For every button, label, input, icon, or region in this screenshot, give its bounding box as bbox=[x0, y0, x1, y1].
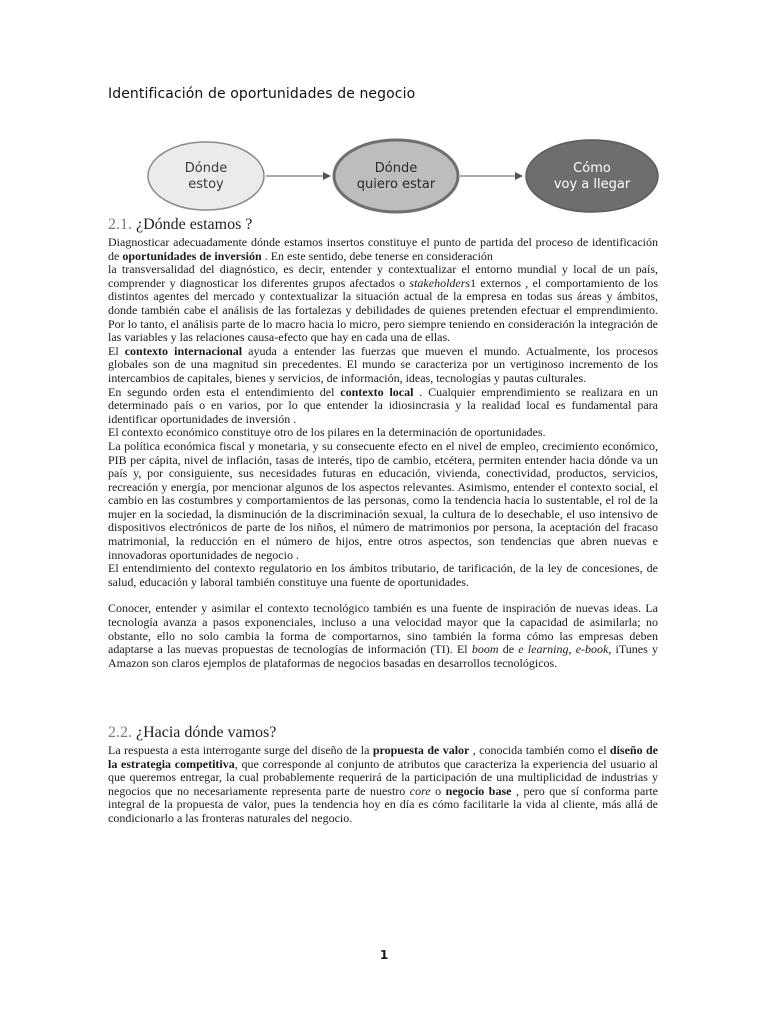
diagram-node-target bbox=[334, 140, 458, 212]
diagram-node-target-line1: Dónde bbox=[374, 161, 418, 176]
italic-term: boom bbox=[471, 642, 499, 657]
bold-term: contexto local bbox=[340, 384, 414, 399]
paragraph: Conocer, entender y asimilar el contexto tecnológico también es una fuente de inspiración de nuevas ideas. La tecnología avanza a pasos exponenciales, incluso a una velocidad mayor que la capacidad de asimilarla; no obstante, ello no solo cambia la forma de comportarnos, sino también la forma cómo las empresas deben adaptarse a las nuevas propuestas de tecnologías de información (TI). El boom de e learning, e-book, iTunes y Amazon son claros ejemplos de plataformas de negocios basadas en desarrollos tecnológicos. bbox=[108, 601, 658, 670]
bold-term: diseño de la estrategia competitiva bbox=[108, 743, 658, 771]
section-title: ¿Hacia dónde vamos? bbox=[136, 724, 277, 741]
diagram-node-path bbox=[526, 140, 658, 212]
italic-term: stakeholders bbox=[409, 275, 471, 290]
bold-term: contexto internacional bbox=[124, 343, 243, 358]
paragraph: Diagnosticar adecuadamente dónde estamos insertos constituye el punto de partida del proceso de identificación de oportunidades de inversión . En este sentido, debe tenerse en consideración bbox=[108, 235, 658, 263]
diagram-node-target-line2: quiero estar bbox=[356, 177, 436, 192]
italic-term: e learning bbox=[518, 642, 569, 657]
diagram-node-path-line1: Cómo bbox=[573, 161, 611, 176]
page-number: 1 bbox=[379, 948, 389, 962]
paragraph: La respuesta a esta interrogante surge del diseño de la propuesta de valor , conocida también como el diseño de la estrategia competitiva, que corresponde al conjunto de atributos que caracteriza la experiencia del usuario al que queremos entregar, la cual probablemente requerirá de la participación de una multiplicidad de industrias y negocios que no necesariamente representa parte de nuestro core o negocio base , pero que sí conforma parte integral de la propuesta de valor, pues la tendencia hoy en día es cómo facilitarle la vida al cliente, más allá de condicionarlo a las fronteras naturales del negocio. bbox=[108, 743, 659, 825]
bold-term: propuesta de valor bbox=[372, 743, 470, 757]
paragraph: El entendimiento del contexto regulatorio en los ámbitos tributario, de tarificación, de la ley de concesiones, de salud, educación y laboral también constituye una fuente de oportunidades. bbox=[108, 561, 658, 589]
section-title: ¿Dónde estamos ? bbox=[136, 216, 253, 233]
italic-term: e-book bbox=[575, 642, 609, 657]
paragraph: La política económica fiscal y monetaria, y su consecuente efecto en el nivel de empleo, crecimiento económico, PIB per cápita, nivel de inflación, tasas de interés, tipo de cambio, etcétera, permiten entender hacia dónde va un país y, por consiguiente, sus necesidades futuras en educación, vivienda, conectividad, productos, servicios, recreación y energía, por mencionar algunos de los aspectos relevantes. Asimismo, entender el contexto social, el cambio en las costumbres y comportamientos de las personas, como la tendencia hacia lo sustentable, el rol de la mujer en la sociedad, la disminución de la discriminación sexual, la cultura de lo desechable, el uso intensivo de dispositivos electrónicos de parte de los niños, el número de matrimonios por persona, la aceptación del fracaso matrimonial, la reducción en el número de hijos, entre otros aspectos, son tendencias que abren nuevas e innovadoras oportunidades de negocio . bbox=[108, 438, 658, 562]
paragraph: la transversalidad del diagnóstico, es decir, entender y contextualizar el entorno mundial y local de un país, comprender y diagnosticar los diferentes grupos afectados o stakeholders1 externos , el comportamiento de los distintos agentes del mercado y contextualizar la situación actual de la empresa en todas sus áreas y ámbitos, donde también cabe el análisis de las fortalezas y debilidades de quienes pretenden efectuar el emprendimiento. Por lo tanto, el análisis parte de lo macro hacia lo micro, pero siempre teniendo en consideración la integración de las variables y las relaciones causa-efecto que hay en cada una de ellas. bbox=[108, 262, 658, 345]
section-number: 2.2. bbox=[108, 724, 132, 741]
section-heading-2-1 bbox=[108, 216, 252, 234]
diagram-node-current-line2: estoy bbox=[188, 177, 224, 192]
bold-term: oportunidades de inversión bbox=[122, 248, 262, 263]
paragraph: En segundo orden esta el entendimiento del contexto local . Cualquier emprendimiento se realizara en un determinado país o en varios, por lo que entender la idiosincrasia y la realidad local es fundamental para identificar oportunidades de inversión . bbox=[108, 384, 659, 426]
diagram-node-path-line2: voy a llegar bbox=[553, 177, 631, 192]
section-2-2-body bbox=[108, 744, 658, 826]
paragraph: El contexto internacional ayuda a entender las fuerzas que mueven el mundo. Actualmente, los procesos globales son de una magnitud sin precedentes. El mundo se caracteriza por un vertiginoso incremento de los intercambios de capitales, bienes y servicios, de información, ideas, tecnologías y pautas culturales. bbox=[108, 343, 658, 385]
bold-term: negocio base bbox=[445, 783, 512, 798]
process-diagram bbox=[146, 138, 666, 216]
italic-term: core bbox=[409, 783, 431, 798]
section-number: 2.1. bbox=[108, 216, 132, 233]
paragraph: El contexto económico constituye otro de los pilares en la determinación de oportunidades. bbox=[108, 425, 546, 440]
section-2-1-body bbox=[108, 236, 658, 670]
document-title: Identificación de oportunidades de negocio bbox=[108, 86, 416, 102]
diagram-node-current bbox=[148, 142, 264, 210]
diagram-node-current-line1: Dónde bbox=[184, 161, 228, 176]
section-heading-2-2 bbox=[108, 724, 276, 742]
